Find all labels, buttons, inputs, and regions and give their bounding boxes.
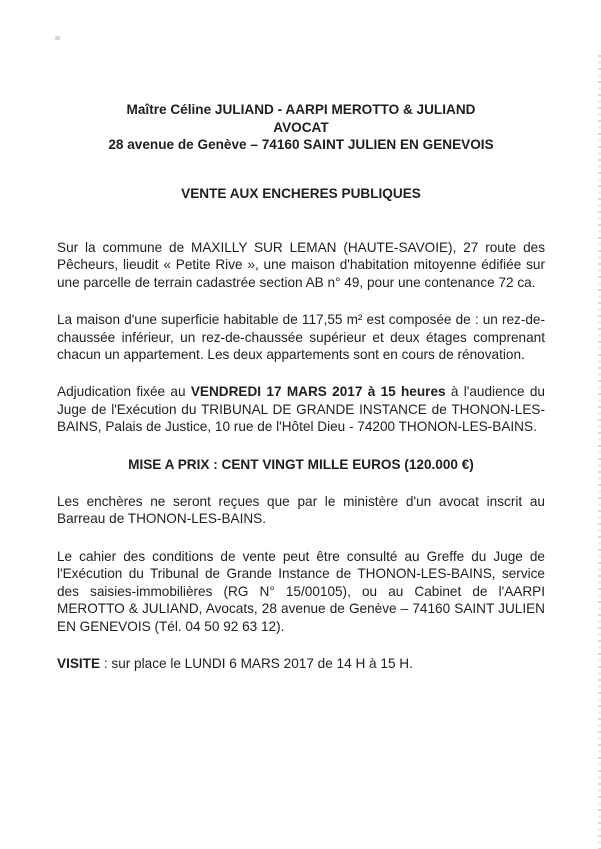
letterhead-role: AVOCAT — [273, 119, 329, 135]
visite-details: : sur place le LUNDI 6 MARS 2017 de 14 H à 15 H. — [100, 655, 413, 671]
adjudication-date: VENDREDI 17 MARS 2017 à 15 heures — [190, 384, 446, 400]
paragraph-property: Sur la commune de MAXILLY SUR LEMAN (HAUTE-SAVOIE), 27 route des Pêcheurs, lieudit « Petite Rive », une maison d'habitation mitoyenne édifiée sur une parcelle de terrain cadastrée section AB n° 49, pour une contenance 72 ca. — [57, 240, 545, 290]
paragraph-cahier: Le cahier des conditions de vente peut être consulté au Greffe du Juge de l'Exécution du Tribunal de Grande Instance de THONON-LES-BAINS, service des saisies-immobilières (RG N° 15/00105), ou au Cabinet de l'AARPI MEROTTO & JULIAND, Avocats, 28 avenue de Genève – 74160 SAINT JULIEN EN GENEVOIS (Tél. 04 50 92 63 12). — [57, 548, 545, 634]
letterhead — [57, 101, 545, 154]
mise-a-prix-line: MISE A PRIX : CENT VINGT MILLE EUROS (120.000 €) — [128, 456, 474, 472]
adjudication-intro: Adjudication fixée au — [57, 384, 191, 400]
paragraph-description: La maison d'une superficie habitable de 117,55 m² est composée de : un rez-de-chaussée inférieur, un rez-de-chaussée supérieur et deux étages comprenant chacun un appartement. Les deux appartements sont en cours de rénovation. — [57, 312, 545, 363]
paragraph-adjudication — [57, 383, 545, 435]
paragraph-visite — [57, 655, 545, 672]
visite-label: VISITE — [57, 655, 101, 671]
letterhead-attorney-name: Maître Céline JULIAND - AARPI MEROTTO & JULIAND — [126, 102, 476, 117]
paragraph-encheres: Les enchères ne seront reçues que par le ministère d'un avocat inscrit au Barreau de THONON-LES-BAINS. — [57, 494, 545, 527]
document-title: VENTE AUX ENCHERES PUBLIQUES — [181, 185, 421, 201]
scan-speck-artifact — [55, 36, 60, 40]
document-content — [57, 101, 545, 692]
adjudication-venue: à l'audience du Juge de l'Exécution du TRIBUNAL DE GRANDE INSTANCE de THONON-LES-BAINS, Palais de Justice, 10 rue de l'Hôtel Dieu - 74200 THONON-LES-BAINS. — [57, 384, 545, 435]
letterhead-address: 28 avenue de Genève – 74160 SAINT JULIEN EN GENEVOIS — [108, 137, 494, 152]
